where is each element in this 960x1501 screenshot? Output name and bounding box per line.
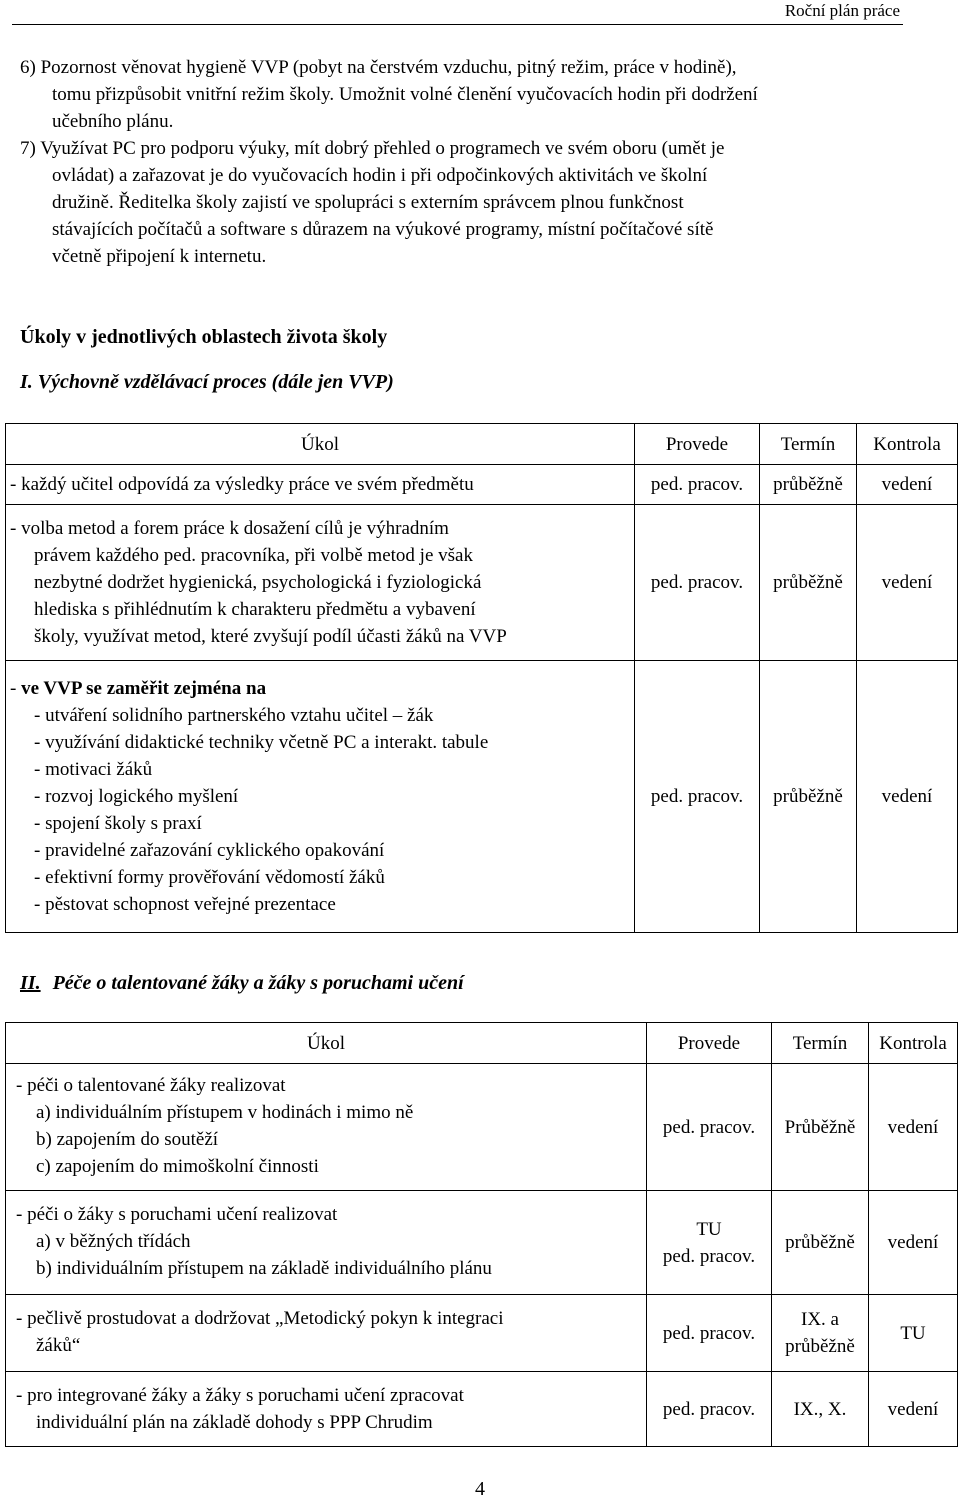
task-subitem: - motivaci žáků xyxy=(34,759,153,780)
table-header-row xyxy=(6,424,958,465)
task-cell xyxy=(6,661,635,933)
task-line: c) zapojením do mimoškolní činnosti xyxy=(36,1156,319,1177)
header-termin: Termín xyxy=(760,424,857,465)
provede-line: TU xyxy=(696,1218,722,1240)
termin-cell: Průběžně xyxy=(772,1064,869,1191)
paragraph-line: tomu přizpůsobit vnitřní režim školy. Umožnit volné členění vyučovacích hodin při dodržení xyxy=(52,84,758,105)
table-row xyxy=(6,1295,958,1372)
provede-cell: ped. pracov. xyxy=(635,465,760,505)
section-2-title-text: Péče o talentované žáky a žáky s poruchami učení xyxy=(52,972,464,994)
table-row xyxy=(6,1191,958,1295)
task-line: a) v běžných třídách xyxy=(36,1231,191,1252)
task-line: právem každého ped. pracovníka, při volbě metod je však xyxy=(34,545,473,566)
task-subitem: - spojení školy s praxí xyxy=(34,813,202,834)
task-line: nezbytné dodržet hygienická, psychologická i fyziologická xyxy=(34,572,482,593)
task-line: školy, využívat metod, které zvyšují podíl účasti žáků na VVP xyxy=(34,626,507,647)
task-cell xyxy=(6,1372,647,1447)
task-line: - péči o žáky s poruchami učení realizovat xyxy=(16,1204,338,1225)
task-line: b) zapojením do soutěží xyxy=(36,1129,219,1150)
provede-cell: ped. pracov. xyxy=(647,1064,772,1191)
table-row xyxy=(6,661,958,933)
task-line: - pečlivě prostudovat a dodržovat „Metodický pokyn k integraci xyxy=(16,1308,504,1329)
paragraph-line: 7) Využívat PC pro podporu výuky, mít dobrý přehled o programech ve svém oboru (umět je xyxy=(20,138,725,159)
paragraph-line: včetně připojení k internetu. xyxy=(52,246,267,267)
task-subitem: - využívání didaktické techniky včetně PC a interakt. tabule xyxy=(34,732,489,753)
task-cell xyxy=(6,465,635,505)
section-heading: Úkoly v jednotlivých oblastech života školy xyxy=(20,326,388,348)
task-line: a) individuálním přístupem v hodinách i mimo ně xyxy=(36,1102,414,1123)
paragraph-line: ovládat) a zařazovat je do vyučovacích hodin i při odpočinkových aktivitách ve školní xyxy=(52,165,708,186)
task-cell xyxy=(6,505,635,661)
page-number: 4 xyxy=(475,1478,485,1500)
task-cell xyxy=(6,1064,647,1191)
paragraph-line: družině. Ředitelka školy zajistí ve spolupráci s externím správcem plnou funkčnost xyxy=(52,192,684,213)
paragraph-line: stávajících počítačů a software s důrazem na výukové programy, místní počítačové sítě xyxy=(52,219,714,240)
task-text: - každý učitel odpovídá za výsledky práce ve svém předmětu xyxy=(10,474,474,495)
termin-cell xyxy=(772,1295,869,1372)
kontrola-cell: vedení xyxy=(869,1064,958,1191)
tasks-table-talent xyxy=(5,1022,958,1447)
provede-cell: ped. pracov. xyxy=(647,1372,772,1447)
termin-line: průběžně xyxy=(785,1336,855,1357)
provede-line: ped. pracov. xyxy=(662,1245,756,1267)
header-kontrola: Kontrola xyxy=(857,424,958,465)
tasks-table-vvp xyxy=(5,423,958,933)
table-row xyxy=(6,465,958,505)
header-provede: Provede xyxy=(647,1023,772,1064)
task-line: žáků“ xyxy=(36,1335,81,1356)
section-2-number: II. xyxy=(20,972,41,994)
table-row xyxy=(6,1372,958,1447)
task-lead-bold: ve VVP se zaměřit zejména na xyxy=(21,678,267,699)
provede-cell: ped. pracov. xyxy=(635,505,760,661)
kontrola-cell: vedení xyxy=(869,1191,958,1295)
task-lead-dash: - xyxy=(10,678,22,699)
task-line: b) individuálním přístupem na základě individuálního plánu xyxy=(36,1258,492,1279)
table-row xyxy=(6,505,958,661)
task-line: individuální plán na základě dohody s PPP Chrudim xyxy=(36,1412,433,1433)
task-subitem: - utváření solidního partnerského vztahu učitel – žák xyxy=(34,705,434,726)
task-lead xyxy=(10,675,630,702)
provede-cell: ped. pracov. xyxy=(635,661,760,933)
task-line: - péči o talentované žáky realizovat xyxy=(16,1075,286,1096)
kontrola-cell: vedení xyxy=(857,465,958,505)
header-ukol: Úkol xyxy=(6,1023,647,1064)
section-2-title xyxy=(20,972,464,995)
section-1-title: I. Výchovně vzdělávací proces (dále jen VVP) xyxy=(20,371,394,393)
paragraph-item-6 xyxy=(20,54,937,135)
paragraph-item-7 xyxy=(20,135,937,270)
kontrola-cell: vedení xyxy=(857,661,958,933)
task-cell xyxy=(6,1295,647,1372)
task-subitem: - pravidelné zařazování cyklického opakování xyxy=(34,840,385,861)
paragraph-line: učebního plánu. xyxy=(52,111,174,132)
termin-cell: průběžně xyxy=(760,505,857,661)
termin-cell: průběžně xyxy=(760,661,857,933)
termin-cell: průběžně xyxy=(760,465,857,505)
kontrola-cell: vedení xyxy=(869,1372,958,1447)
table-row xyxy=(6,1064,958,1191)
task-subitem: - rozvoj logického myšlení xyxy=(34,786,239,807)
header-kontrola: Kontrola xyxy=(869,1023,958,1064)
task-subitem: - pěstovat schopnost veřejné prezentace xyxy=(34,894,336,915)
header-ukol: Úkol xyxy=(6,424,635,465)
table-header-row xyxy=(6,1023,958,1064)
kontrola-cell: vedení xyxy=(857,505,958,661)
task-line: hlediska s přihlédnutím k charakteru předmětu a vybavení xyxy=(34,599,476,620)
termin-cell: IX., X. xyxy=(772,1372,869,1447)
task-cell xyxy=(6,1191,647,1295)
task-subitem: - efektivní formy prověřování vědomostí žáků xyxy=(34,867,385,888)
paragraph-line: 6) Pozornost věnovat hygieně VVP (pobyt na čerstvém vzduchu, pitný režim, práce v hodině), xyxy=(20,57,737,78)
kontrola-cell: TU xyxy=(869,1295,958,1372)
task-line: - volba metod a forem práce k dosažení cílů je výhradním xyxy=(10,518,449,539)
provede-cell: ped. pracov. xyxy=(647,1295,772,1372)
termin-cell: průběžně xyxy=(772,1191,869,1295)
running-header-title: Roční plán práce xyxy=(784,1,900,20)
header-termin: Termín xyxy=(772,1023,869,1064)
header-rule xyxy=(12,24,903,25)
task-line: - pro integrované žáky a žáky s poruchami učení zpracovat xyxy=(16,1385,464,1406)
running-header xyxy=(0,0,960,26)
provede-cell xyxy=(647,1191,772,1295)
header-provede: Provede xyxy=(635,424,760,465)
termin-line: IX. a xyxy=(801,1309,839,1330)
